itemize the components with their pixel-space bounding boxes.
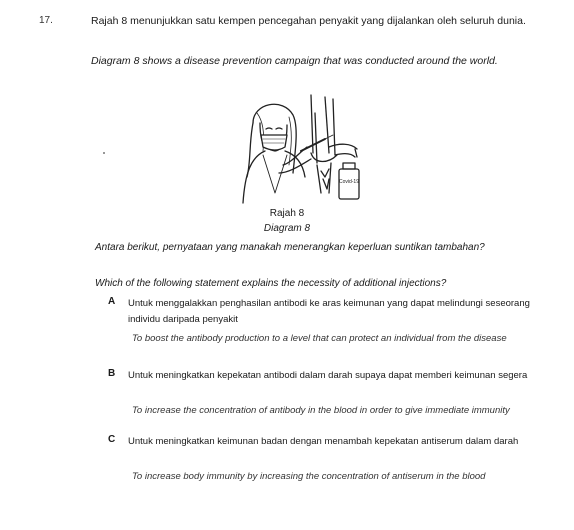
question-number: 17.	[39, 15, 53, 26]
option-text-malay: Untuk meningkatkan keimunan badan dengan menambah kepekatan antiserum dalam darah	[128, 436, 519, 447]
option-text-english: To increase the concentration of antibody in the blood in order to give immediate immunity	[132, 405, 510, 416]
option-letter: A	[108, 296, 116, 307]
option-letter: B	[108, 368, 116, 379]
face-mask	[261, 135, 287, 150]
vaccination-illustration	[205, 93, 375, 205]
question-stem-english: Diagram 8 shows a disease prevention campaign that was conducted around the world.	[91, 55, 498, 67]
prompt-english: Which of the following statement explains the necessity of additional injections?	[95, 278, 447, 289]
vial-label: Covid-19	[338, 179, 360, 185]
option-text-english: To increase body immunity by increasing the concentration of antiserum in the blood	[132, 471, 486, 482]
option-text-malay: Untuk menggalakkan penghasilan antibodi ke aras keimunan yang dapat melindungi seseorang individu daripada penyakit	[128, 298, 530, 325]
option-text-english: To boost the antibody production to a level that can protect an individual from the disease	[132, 333, 507, 344]
scan-speck	[103, 152, 105, 154]
figure-caption-english: Diagram 8	[263, 223, 311, 234]
option-letter: C	[108, 434, 116, 445]
prompt-malay: Antara berikut, pernyataan yang manakah menerangkan keperluan suntikan tambahan?	[95, 242, 485, 253]
option-text-malay: Untuk meningkatkan kepekatan antibodi dalam darah supaya dapat memberi keimunan segera	[128, 370, 528, 381]
figure-caption-malay: Rajah 8	[269, 208, 305, 219]
question-stem-malay: Rajah 8 menunjukkan satu kempen pencegahan penyakit yang dijalankan oleh seluruh dunia.	[91, 15, 526, 27]
